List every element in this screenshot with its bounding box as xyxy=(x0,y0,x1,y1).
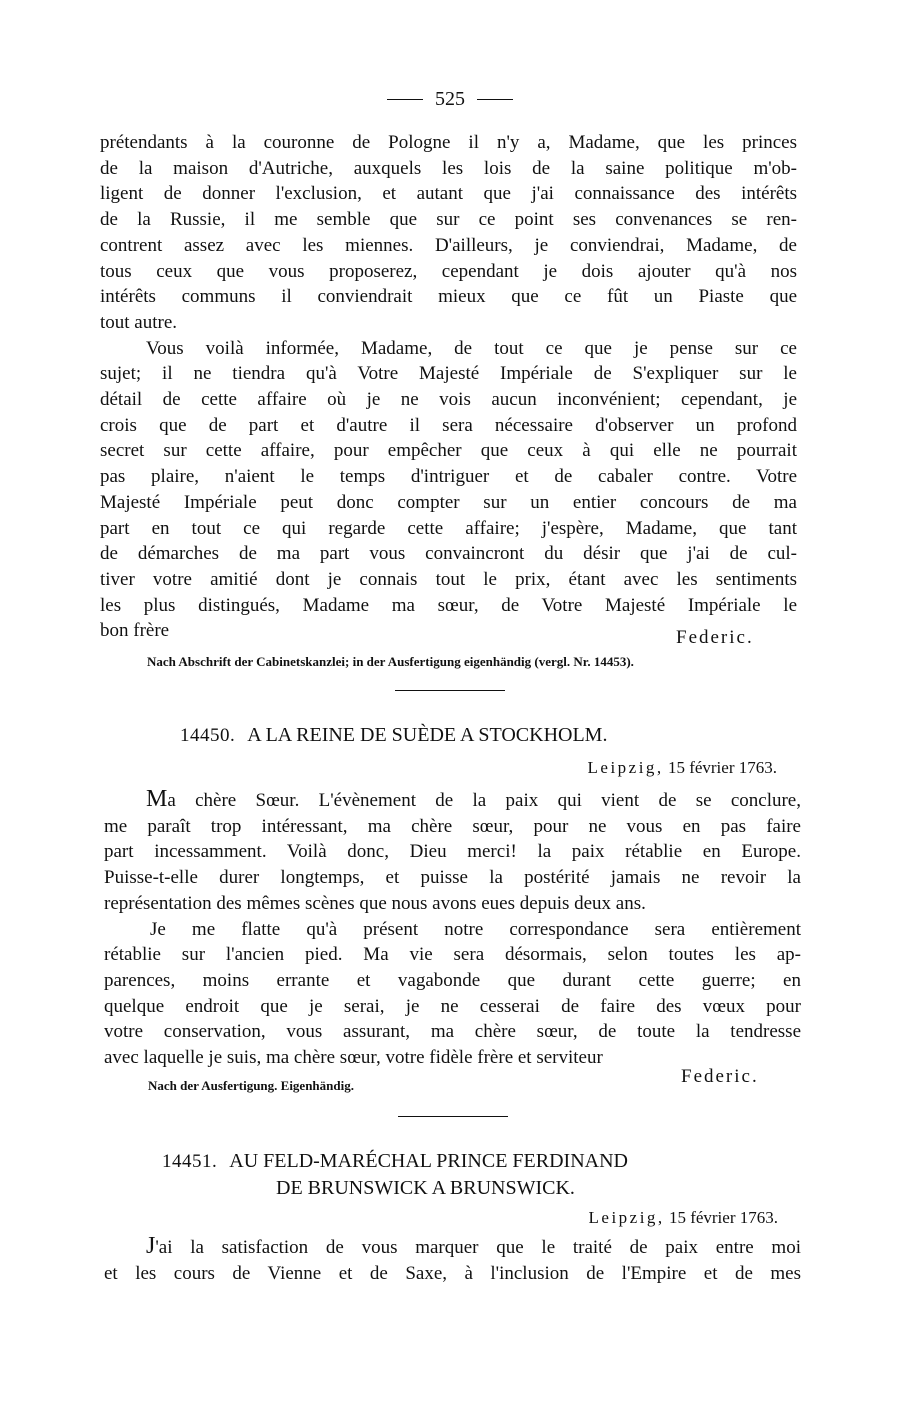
text-line: Puisse-t-elle durer longtemps, et puisse la postérité jamais ne revoir la xyxy=(104,867,801,889)
text-line: tous ceux que vous proposerez, cependant je dois ajouter qu'à nos xyxy=(100,260,797,282)
text-line: rétablie sur l'ancien pied. Ma vie sera désormais, selon toutes les ap- xyxy=(104,944,801,966)
folio-dash-left xyxy=(387,99,423,100)
page-number: 525 xyxy=(435,88,465,110)
text-line: Majesté Impériale peut donc compter sur un entier concours de ma xyxy=(100,491,797,513)
letter-heading xyxy=(162,1150,628,1173)
letter-place: Leipzig, xyxy=(587,758,664,777)
letter-date: 15 février 1763. xyxy=(668,1208,778,1227)
text-line: part incessamment. Voilà donc, Dieu merci! la paix rétablie en Europe. xyxy=(104,841,801,863)
text-line-rest: 'ai la satisfaction de vous marquer que le traité de paix entre moi xyxy=(155,1237,801,1258)
drop-initial: M xyxy=(146,786,168,812)
signature: Federic. xyxy=(676,627,754,648)
page-folio xyxy=(0,88,900,111)
text-line: bon frère xyxy=(100,620,170,642)
text-line: avec laquelle je suis, ma chère sœur, votre fidèle frère et serviteur xyxy=(104,1047,603,1069)
text-line: crois que de part et d'autre il sera nécessaire d'observer un profond xyxy=(100,414,797,436)
drop-initial: J xyxy=(146,1233,156,1259)
text-line: pas plaire, n'aient le temps d'intriguer et de cabaler contre. Votre xyxy=(100,466,797,488)
text-line: quelque endroit que je serai, je ne cesserai de faire des vœux pour xyxy=(104,995,801,1017)
text-line: de la Russie, il me semble que sur ce point ses convenances se ren- xyxy=(100,209,797,231)
text-line xyxy=(104,787,801,814)
text-line: de démarches de ma part vous convaincront du désir que j'ai de cul- xyxy=(100,543,797,565)
letter-number: 14450. xyxy=(180,725,236,746)
letter-body xyxy=(104,787,801,1071)
letter-body xyxy=(104,1234,801,1286)
letter-number: 14451. xyxy=(162,1151,218,1172)
text-line: votre conservation, vous assurant, ma chère sœur, de toute la tendresse xyxy=(104,1021,801,1043)
text-line: ligent de donner l'exclusion, et autant que j'ai connaissance des intérêts xyxy=(100,183,797,205)
section-divider xyxy=(395,690,505,691)
text-line: tiver votre amitié dont je connais tout le prix, étant avec les sentiments xyxy=(100,568,797,590)
text-line: détail de cette affaire où je ne vois aucun inconvénient; cependant, je xyxy=(100,389,797,411)
text-line: sujet; il ne tiendra qu'à Votre Majesté Impériale de S'expliquer sur le xyxy=(100,363,797,385)
text-line: Je me flatte qu'à présent notre correspondance sera entièrement xyxy=(150,918,801,940)
text-line: représentation des mêmes scènes que nous avons eues depuis deux ans. xyxy=(104,892,646,914)
text-line: intérêts communs il conviendrait mieux que ce fût un Piaste que xyxy=(100,286,797,308)
text-line: et les cours de Vienne et de Saxe, à l'inclusion de l'Empire et de mes xyxy=(104,1262,801,1284)
text-line: Vous voilà informée, Madame, de tout ce que je pense sur ce xyxy=(146,337,797,359)
letter-date: 15 février 1763. xyxy=(667,758,777,777)
letter-dateline xyxy=(589,1208,778,1228)
source-note: Nach der Ausfertigung. Eigenhändig. xyxy=(148,1078,354,1093)
letter-title: A LA REINE DE SUÈDE A STOCKHOLM. xyxy=(247,724,608,746)
text-line-rest: a chère Sœur. L'évènement de la paix qui vient de se conclure, xyxy=(167,790,801,811)
letter-place: Leipzig, xyxy=(588,1208,665,1227)
letter-dateline xyxy=(588,758,777,778)
text-line: tout autre. xyxy=(100,311,178,333)
text-line: contrent assez avec les miennes. D'ailleurs, je conviendrai, Madame, de xyxy=(100,234,797,256)
text-line: prétendants à la couronne de Pologne il n'y a, Madame, que les princes xyxy=(100,132,797,153)
text-line: parences, moins errante et vagabonde que durant cette guerre; en xyxy=(104,969,801,991)
text-line: part en tout ce qui regarde cette affaire; j'espère, Madame, que tant xyxy=(100,517,797,539)
letter-heading xyxy=(180,724,607,747)
letter-title-continued: DE BRUNSWICK A BRUNSWICK. xyxy=(276,1177,575,1199)
continuation-text xyxy=(100,130,797,644)
text-line: me paraît trop intéressant, ma chère sœur, pour ne vous en pas faire xyxy=(104,815,801,837)
letter-title: AU FELD-MARÉCHAL PRINCE FERDINAND xyxy=(229,1150,628,1172)
text-line xyxy=(104,1234,801,1261)
text-line: de la maison d'Autriche, auxquels les lois de la saine politique m'ob- xyxy=(100,157,797,179)
text-line: secret sur cette affaire, pour empêcher que ceux à qui elle ne pourrait xyxy=(100,440,797,462)
section-divider xyxy=(398,1116,508,1117)
text-line: les plus distingués, Madame ma sœur, de Votre Majesté Impériale le xyxy=(100,594,797,616)
source-note: Nach Abschrift der Cabinetskanzlei; in der Ausfertigung eigenhändig (vergl. Nr. 14453). xyxy=(147,654,634,669)
signature: Federic. xyxy=(681,1066,759,1087)
folio-dash-right xyxy=(477,99,513,100)
